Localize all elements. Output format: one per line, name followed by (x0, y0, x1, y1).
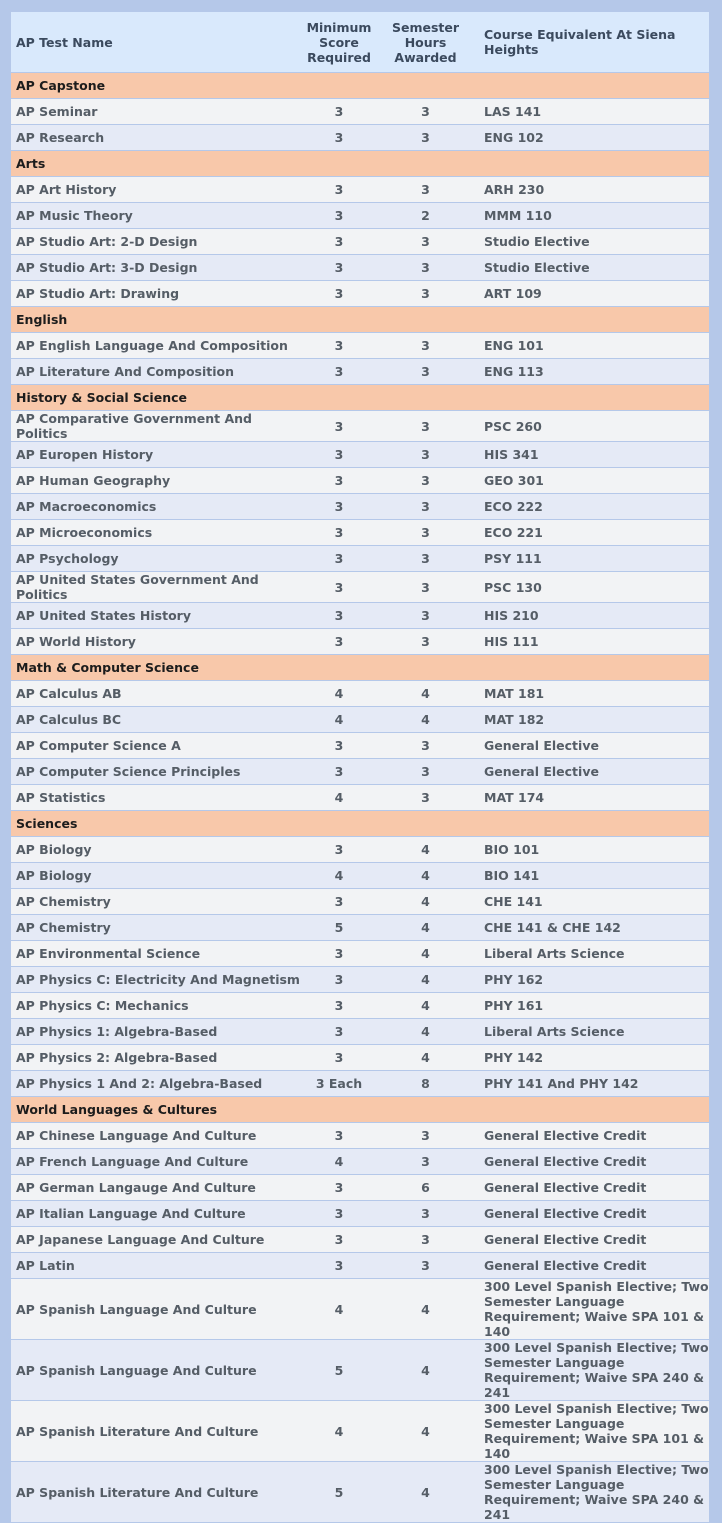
min-score-cell: 5 (304, 1340, 374, 1400)
test-name-cell: AP Chinese Language And Culture (11, 1123, 304, 1148)
table-row (11, 442, 709, 467)
min-score-cell: 3 (304, 255, 374, 280)
course-equivalent-cell: HIS 111 (477, 629, 709, 654)
semester-hours-cell: 3 (374, 1123, 477, 1148)
course-equivalent-cell: PSC 260 (477, 411, 709, 441)
semester-hours-cell: 3 (374, 255, 477, 280)
min-score-cell: 3 (304, 281, 374, 306)
min-score-cell: 3 (304, 967, 374, 992)
min-score-cell: 3 (304, 1123, 374, 1148)
semester-hours-cell: 4 (374, 1462, 477, 1522)
min-score-cell: 4 (304, 681, 374, 706)
category-row (11, 73, 709, 98)
table-row (11, 255, 709, 280)
test-name-cell: AP United States History (11, 603, 304, 628)
test-name-cell: AP Studio Art: 2-D Design (11, 229, 304, 254)
category-row (11, 151, 709, 176)
category-label: English (11, 307, 709, 332)
table-row (11, 1149, 709, 1174)
course-equivalent-cell: General Elective Credit (477, 1201, 709, 1226)
table-row (11, 1123, 709, 1148)
category-label: AP Capstone (11, 73, 709, 98)
test-name-cell: AP Spanish Language And Culture (11, 1340, 304, 1400)
test-name-cell: AP Human Geography (11, 468, 304, 493)
semester-hours-cell: 3 (374, 572, 477, 602)
table-row (11, 281, 709, 306)
min-score-cell: 3 (304, 546, 374, 571)
table-row (11, 411, 709, 441)
table-row (11, 494, 709, 519)
course-equivalent-cell: CHE 141 (477, 889, 709, 914)
test-name-cell: AP Comparative Government And Politics (11, 411, 304, 441)
min-score-cell: 3 (304, 333, 374, 358)
min-score-cell: 3 (304, 1175, 374, 1200)
test-name-cell: AP Biology (11, 837, 304, 862)
course-equivalent-cell: ECO 221 (477, 520, 709, 545)
semester-hours-cell: 4 (374, 915, 477, 940)
test-name-cell: AP Art History (11, 177, 304, 202)
min-score-cell: 3 (304, 494, 374, 519)
test-name-cell: AP German Langauge And Culture (11, 1175, 304, 1200)
table-row (11, 1227, 709, 1252)
course-equivalent-cell: PHY 142 (477, 1045, 709, 1070)
course-equivalent-cell: General Elective (477, 733, 709, 758)
min-score-cell: 3 (304, 99, 374, 124)
category-row (11, 1097, 709, 1122)
table-row (11, 993, 709, 1018)
min-score-cell: 3 (304, 572, 374, 602)
course-equivalent-cell: General Elective Credit (477, 1175, 709, 1200)
min-score-cell: 4 (304, 1279, 374, 1339)
min-score-cell: 3 (304, 1227, 374, 1252)
test-name-cell: AP World History (11, 629, 304, 654)
header-course-equivalent: Course Equivalent At Siena Heights (477, 12, 709, 72)
min-score-cell: 4 (304, 707, 374, 732)
table-row (11, 629, 709, 654)
course-equivalent-cell: General Elective Credit (477, 1227, 709, 1252)
table-row (11, 863, 709, 888)
test-name-cell: AP Spanish Language And Culture (11, 1279, 304, 1339)
course-equivalent-cell: MAT 174 (477, 785, 709, 810)
table-row (11, 1279, 709, 1339)
table-row (11, 229, 709, 254)
min-score-cell: 3 (304, 125, 374, 150)
table-row (11, 1071, 709, 1096)
min-score-cell: 3 (304, 229, 374, 254)
table-row (11, 837, 709, 862)
table-row (11, 1462, 709, 1522)
table-row (11, 733, 709, 758)
min-score-cell: 3 (304, 1019, 374, 1044)
table-row (11, 359, 709, 384)
course-equivalent-cell: General Elective Credit (477, 1149, 709, 1174)
table-row (11, 1253, 709, 1278)
min-score-cell: 3 (304, 411, 374, 441)
test-name-cell: AP Literature And Composition (11, 359, 304, 384)
semester-hours-cell: 2 (374, 203, 477, 228)
min-score-cell: 3 (304, 1201, 374, 1226)
min-score-cell: 3 (304, 889, 374, 914)
semester-hours-cell: 4 (374, 1019, 477, 1044)
course-equivalent-cell: 300 Level Spanish Elective; Two Semester Language Requirement; Waive SPA 101 & 140 (477, 1279, 709, 1339)
table-body (11, 73, 709, 1522)
header-semester-hours: Semester Hours Awarded (374, 12, 477, 72)
min-score-cell: 3 (304, 941, 374, 966)
test-name-cell: AP Europen History (11, 442, 304, 467)
test-name-cell: AP Macroeconomics (11, 494, 304, 519)
test-name-cell: AP Research (11, 125, 304, 150)
semester-hours-cell: 3 (374, 99, 477, 124)
semester-hours-cell: 8 (374, 1071, 477, 1096)
min-score-cell: 3 (304, 359, 374, 384)
table-row (11, 759, 709, 784)
test-name-cell: AP Computer Science A (11, 733, 304, 758)
course-equivalent-cell: ECO 222 (477, 494, 709, 519)
course-equivalent-cell: Liberal Arts Science (477, 1019, 709, 1044)
course-equivalent-cell: Liberal Arts Science (477, 941, 709, 966)
min-score-cell: 3 (304, 520, 374, 545)
min-score-cell: 5 (304, 915, 374, 940)
table-row (11, 681, 709, 706)
category-row (11, 655, 709, 680)
semester-hours-cell: 4 (374, 863, 477, 888)
test-name-cell: AP Statistics (11, 785, 304, 810)
course-equivalent-cell: 300 Level Spanish Elective; Two Semester Language Requirement; Waive SPA 240 & 241 (477, 1340, 709, 1400)
test-name-cell: AP Spanish Literature And Culture (11, 1401, 304, 1461)
table-row (11, 1340, 709, 1400)
table-row (11, 889, 709, 914)
table-row (11, 333, 709, 358)
semester-hours-cell: 3 (374, 333, 477, 358)
table-row (11, 546, 709, 571)
table-row (11, 785, 709, 810)
course-equivalent-cell: ENG 101 (477, 333, 709, 358)
test-name-cell: AP Environmental Science (11, 941, 304, 966)
semester-hours-cell: 4 (374, 681, 477, 706)
semester-hours-cell: 3 (374, 229, 477, 254)
course-equivalent-cell: GEO 301 (477, 468, 709, 493)
header-min-score: Minimum Score Required (304, 12, 374, 72)
semester-hours-cell: 3 (374, 1201, 477, 1226)
course-equivalent-cell: General Elective Credit (477, 1123, 709, 1148)
test-name-cell: AP Physics C: Electricity And Magnetism (11, 967, 304, 992)
min-score-cell: 3 (304, 1045, 374, 1070)
test-name-cell: AP Chemistry (11, 889, 304, 914)
course-equivalent-cell: General Elective Credit (477, 1253, 709, 1278)
semester-hours-cell: 4 (374, 967, 477, 992)
table-header-row (11, 12, 709, 72)
semester-hours-cell: 3 (374, 546, 477, 571)
min-score-cell: 3 (304, 468, 374, 493)
table-row (11, 1201, 709, 1226)
course-equivalent-cell: ENG 102 (477, 125, 709, 150)
table-row (11, 1401, 709, 1461)
category-label: Math & Computer Science (11, 655, 709, 680)
table-row (11, 967, 709, 992)
table-row (11, 99, 709, 124)
semester-hours-cell: 3 (374, 281, 477, 306)
semester-hours-cell: 3 (374, 442, 477, 467)
test-name-cell: AP Physics C: Mechanics (11, 993, 304, 1018)
semester-hours-cell: 3 (374, 785, 477, 810)
table-row (11, 707, 709, 732)
min-score-cell: 3 (304, 733, 374, 758)
ap-credit-table (11, 11, 709, 1523)
test-name-cell: AP Calculus BC (11, 707, 304, 732)
semester-hours-cell: 6 (374, 1175, 477, 1200)
test-name-cell: AP English Language And Composition (11, 333, 304, 358)
table-row (11, 520, 709, 545)
course-equivalent-cell: Studio Elective (477, 229, 709, 254)
min-score-cell: 4 (304, 1401, 374, 1461)
min-score-cell: 3 (304, 837, 374, 862)
course-equivalent-cell: MAT 181 (477, 681, 709, 706)
course-equivalent-cell: 300 Level Spanish Elective; Two Semester Language Requirement; Waive SPA 240 & 241 (477, 1462, 709, 1522)
semester-hours-cell: 3 (374, 1227, 477, 1252)
min-score-cell: 3 (304, 1253, 374, 1278)
semester-hours-cell: 4 (374, 1279, 477, 1339)
category-label: History & Social Science (11, 385, 709, 410)
test-name-cell: AP Italian Language And Culture (11, 1201, 304, 1226)
min-score-cell: 4 (304, 785, 374, 810)
semester-hours-cell: 3 (374, 1149, 477, 1174)
test-name-cell: AP Physics 1: Algebra-Based (11, 1019, 304, 1044)
course-equivalent-cell: 300 Level Spanish Elective; Two Semester Language Requirement; Waive SPA 101 & 140 (477, 1401, 709, 1461)
semester-hours-cell: 3 (374, 629, 477, 654)
semester-hours-cell: 4 (374, 993, 477, 1018)
test-name-cell: AP Seminar (11, 99, 304, 124)
table-row (11, 1045, 709, 1070)
min-score-cell: 3 (304, 993, 374, 1018)
category-label: Sciences (11, 811, 709, 836)
semester-hours-cell: 4 (374, 707, 477, 732)
semester-hours-cell: 3 (374, 411, 477, 441)
table-row (11, 468, 709, 493)
test-name-cell: AP Latin (11, 1253, 304, 1278)
min-score-cell: 3 (304, 759, 374, 784)
course-equivalent-cell: HIS 210 (477, 603, 709, 628)
table-row (11, 1019, 709, 1044)
semester-hours-cell: 4 (374, 889, 477, 914)
course-equivalent-cell: ENG 113 (477, 359, 709, 384)
header-test-name: AP Test Name (11, 12, 304, 72)
table-row (11, 603, 709, 628)
test-name-cell: AP Computer Science Principles (11, 759, 304, 784)
test-name-cell: AP Japanese Language And Culture (11, 1227, 304, 1252)
semester-hours-cell: 3 (374, 759, 477, 784)
test-name-cell: AP Biology (11, 863, 304, 888)
semester-hours-cell: 3 (374, 468, 477, 493)
category-row (11, 307, 709, 332)
min-score-cell: 4 (304, 1149, 374, 1174)
course-equivalent-cell: HIS 341 (477, 442, 709, 467)
table-row (11, 1175, 709, 1200)
course-equivalent-cell: PHY 141 And PHY 142 (477, 1071, 709, 1096)
course-equivalent-cell: ART 109 (477, 281, 709, 306)
semester-hours-cell: 4 (374, 837, 477, 862)
min-score-cell: 5 (304, 1462, 374, 1522)
min-score-cell: 3 (304, 203, 374, 228)
course-equivalent-cell: PSY 111 (477, 546, 709, 571)
min-score-cell: 3 (304, 177, 374, 202)
course-equivalent-cell: PSC 130 (477, 572, 709, 602)
course-equivalent-cell: CHE 141 & CHE 142 (477, 915, 709, 940)
semester-hours-cell: 3 (374, 1253, 477, 1278)
test-name-cell: AP French Language And Culture (11, 1149, 304, 1174)
min-score-cell: 3 (304, 603, 374, 628)
semester-hours-cell: 4 (374, 1045, 477, 1070)
test-name-cell: AP Physics 2: Algebra-Based (11, 1045, 304, 1070)
table-row (11, 915, 709, 940)
test-name-cell: AP Chemistry (11, 915, 304, 940)
test-name-cell: AP United States Government And Politics (11, 572, 304, 602)
min-score-cell: 3 Each (304, 1071, 374, 1096)
min-score-cell: 4 (304, 863, 374, 888)
semester-hours-cell: 3 (374, 359, 477, 384)
min-score-cell: 3 (304, 629, 374, 654)
category-row (11, 385, 709, 410)
min-score-cell: 3 (304, 442, 374, 467)
category-label: Arts (11, 151, 709, 176)
semester-hours-cell: 4 (374, 1401, 477, 1461)
category-row (11, 811, 709, 836)
table-row (11, 203, 709, 228)
test-name-cell: AP Psychology (11, 546, 304, 571)
table-row (11, 177, 709, 202)
test-name-cell: AP Microeconomics (11, 520, 304, 545)
course-equivalent-cell: General Elective (477, 759, 709, 784)
course-equivalent-cell: LAS 141 (477, 99, 709, 124)
course-equivalent-cell: MAT 182 (477, 707, 709, 732)
semester-hours-cell: 3 (374, 733, 477, 758)
test-name-cell: AP Physics 1 And 2: Algebra-Based (11, 1071, 304, 1096)
course-equivalent-cell: ARH 230 (477, 177, 709, 202)
semester-hours-cell: 4 (374, 941, 477, 966)
table-row (11, 572, 709, 602)
semester-hours-cell: 3 (374, 520, 477, 545)
course-equivalent-cell: BIO 101 (477, 837, 709, 862)
course-equivalent-cell: PHY 161 (477, 993, 709, 1018)
test-name-cell: AP Spanish Literature And Culture (11, 1462, 304, 1522)
semester-hours-cell: 4 (374, 1340, 477, 1400)
table-row (11, 941, 709, 966)
test-name-cell: AP Calculus AB (11, 681, 304, 706)
category-label: World Languages & Cultures (11, 1097, 709, 1122)
semester-hours-cell: 3 (374, 494, 477, 519)
course-equivalent-cell: Studio Elective (477, 255, 709, 280)
course-equivalent-cell: BIO 141 (477, 863, 709, 888)
semester-hours-cell: 3 (374, 125, 477, 150)
test-name-cell: AP Studio Art: 3-D Design (11, 255, 304, 280)
semester-hours-cell: 3 (374, 603, 477, 628)
test-name-cell: AP Studio Art: Drawing (11, 281, 304, 306)
ap-credit-table-frame (11, 11, 709, 1523)
semester-hours-cell: 3 (374, 177, 477, 202)
course-equivalent-cell: PHY 162 (477, 967, 709, 992)
test-name-cell: AP Music Theory (11, 203, 304, 228)
table-row (11, 125, 709, 150)
course-equivalent-cell: MMM 110 (477, 203, 709, 228)
